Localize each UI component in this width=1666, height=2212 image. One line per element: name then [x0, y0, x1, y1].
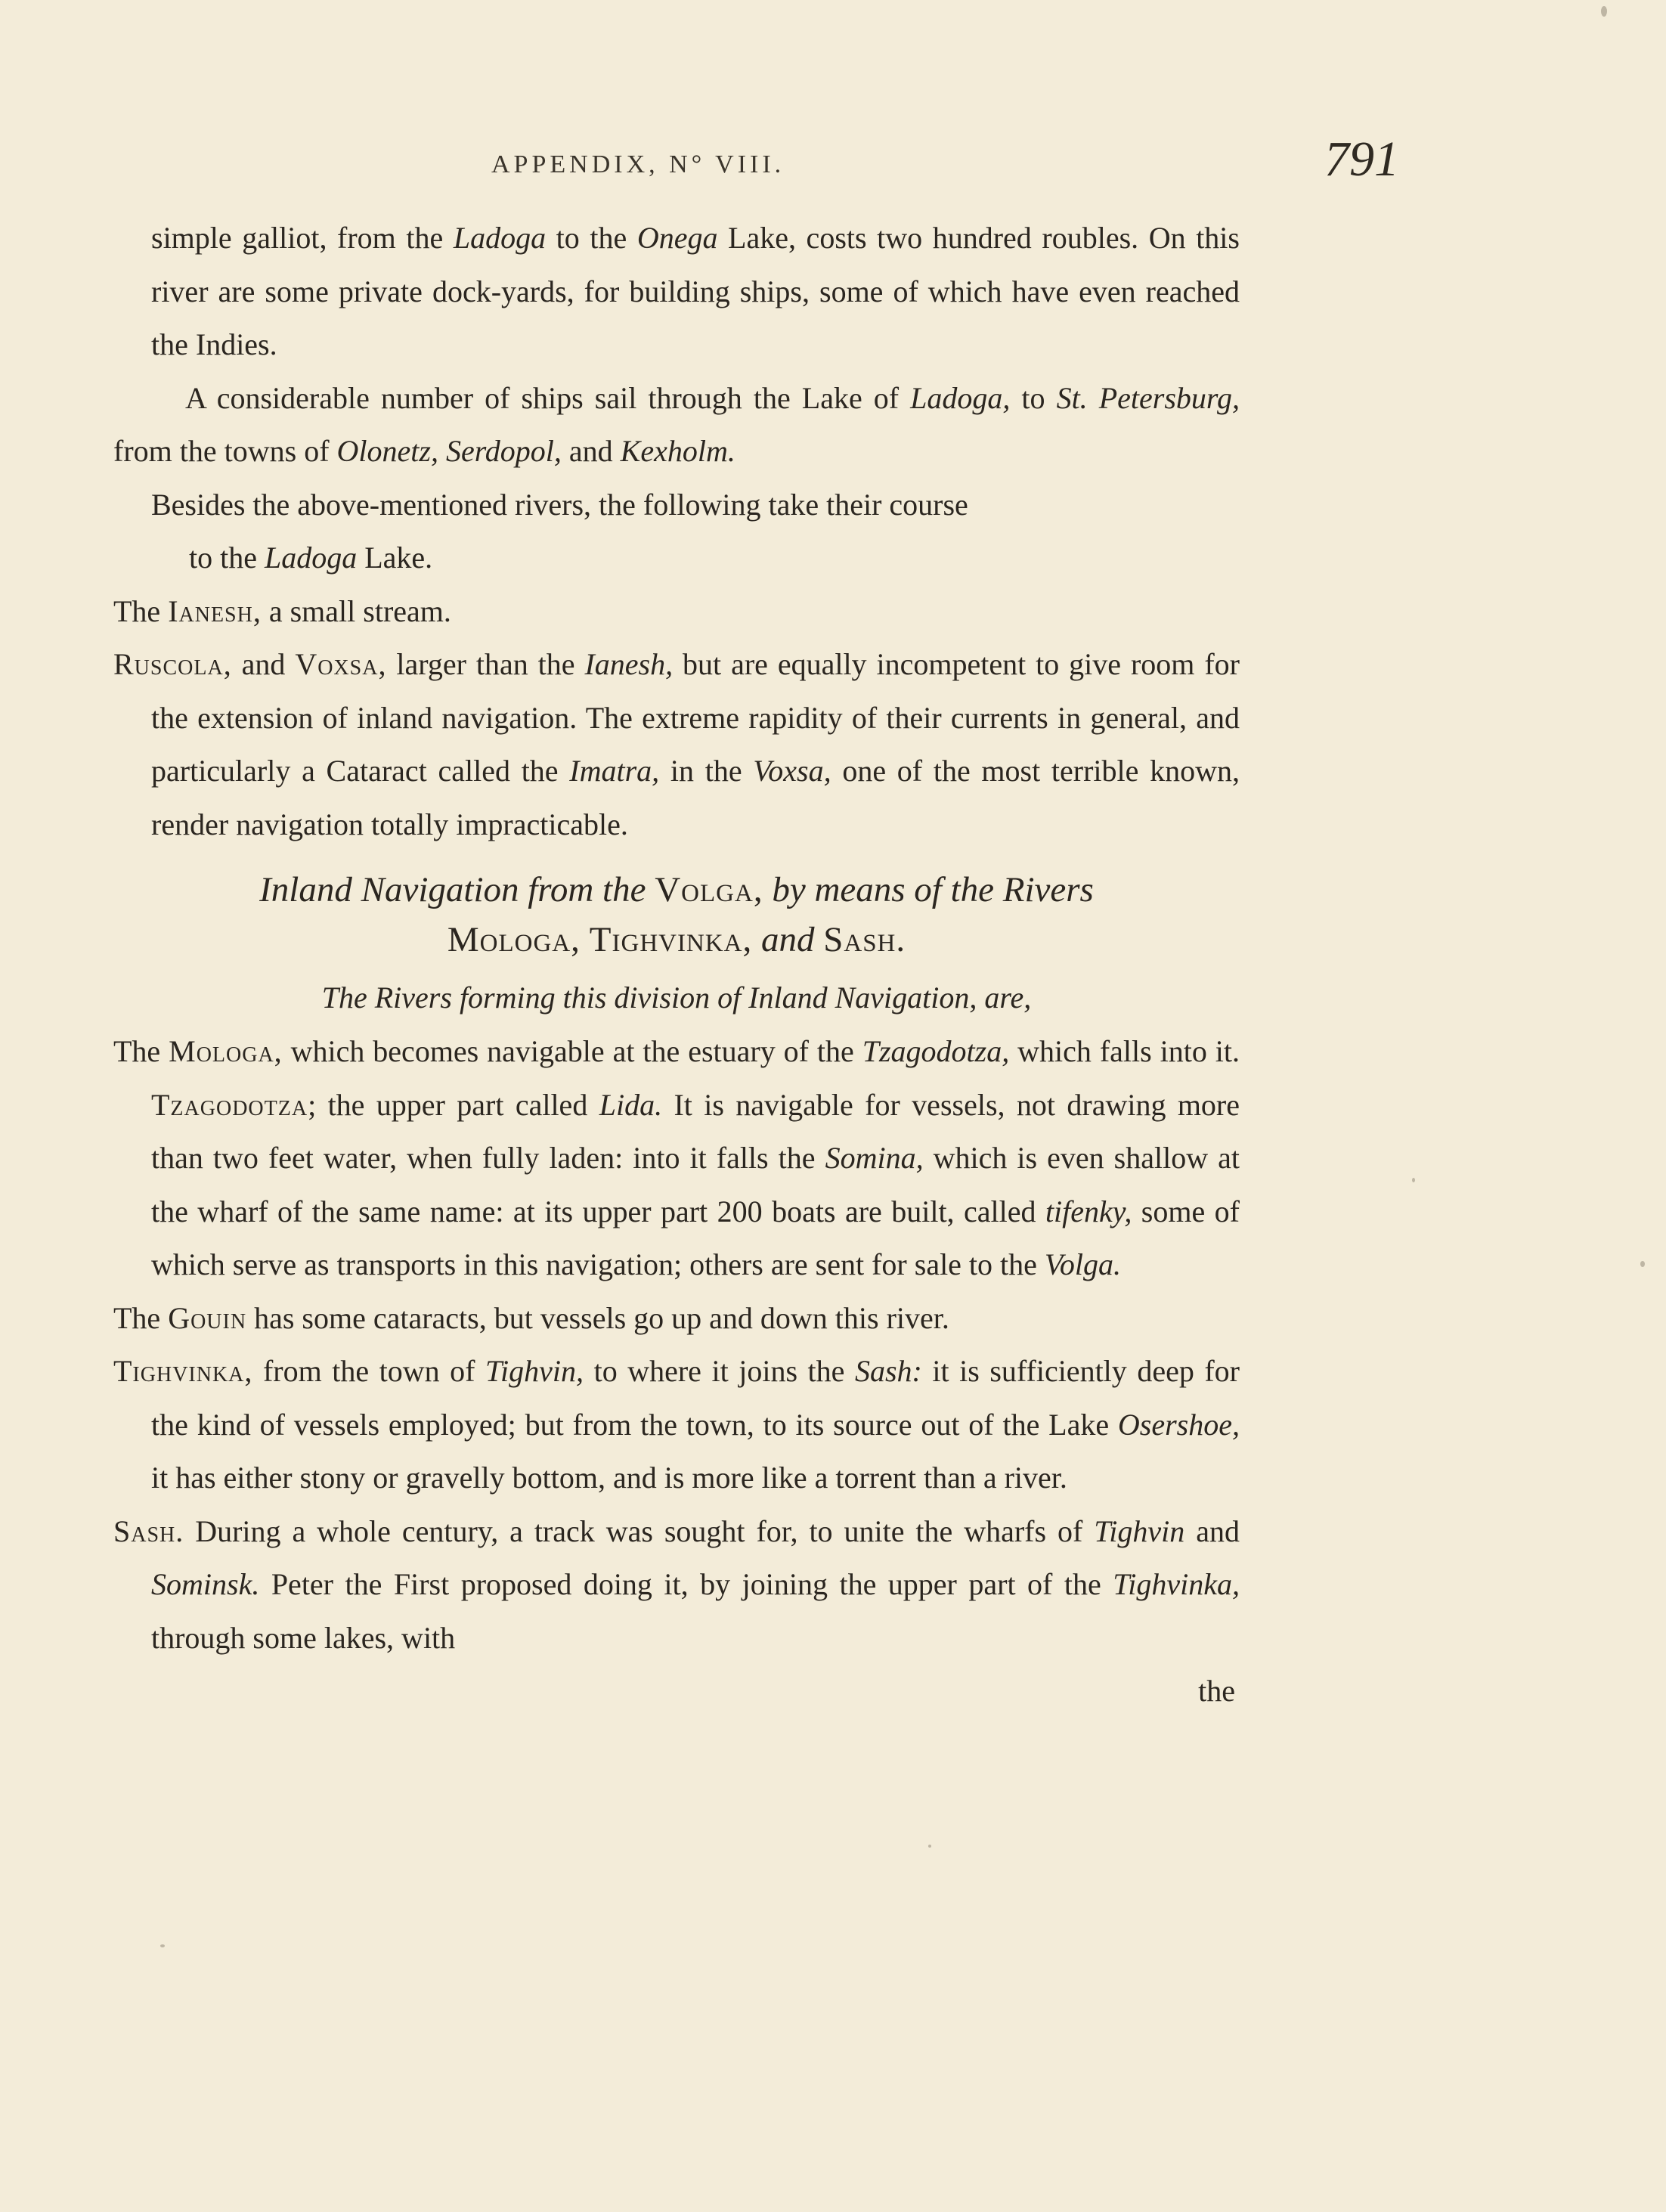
text-run: to the — [546, 221, 637, 255]
italic-voxsa: Voxsa, — [753, 754, 831, 788]
italic-osershoe: Osershoe, — [1117, 1407, 1240, 1442]
section-heading — [113, 865, 1240, 965]
italic-serdopol: Serdopol, — [445, 434, 562, 468]
text-run: it has either stony or gravelly bottom, and is more like a torrent than a river. — [151, 1461, 1067, 1495]
italic-somina: Somina, — [825, 1141, 924, 1175]
paragraph-besides-cont — [113, 531, 1240, 585]
text-run: one of the most terrible known, render navigation totally impracticable. — [151, 754, 1240, 841]
text-run: in the — [659, 754, 754, 788]
heading-mologa-tighvinka: Mologa, Tighvinka, — [447, 920, 753, 959]
italic-olonetz: Olonetz, — [336, 434, 438, 468]
text-run: It is navigable for vessels, not drawing more than two feet water, when fully laden: into it falls the — [151, 1087, 1240, 1175]
smallcaps-ianesh: Ianesh, — [168, 593, 262, 628]
heading-run: and — [752, 920, 824, 959]
text-run: and — [561, 434, 621, 468]
italic-onega: Onega — [636, 221, 718, 255]
entry-gouin — [113, 1292, 1240, 1346]
section-heading-line-2 — [113, 915, 1240, 965]
italic-tighvin: Tighvin, — [485, 1354, 584, 1388]
text-run: A considerable number of ships sail through the Lake of — [185, 380, 911, 415]
smallcaps-voxsa: Voxsa, — [295, 647, 387, 681]
entry-tighvinka — [113, 1345, 1240, 1505]
text-run: has some cataracts, but vessels go up and down this river. — [246, 1300, 949, 1335]
italic-sash: Sash: — [854, 1354, 922, 1388]
italic-volga: Volga. — [1044, 1247, 1122, 1281]
entry-ruscola-voxsa — [113, 638, 1240, 851]
text-run: which is even shallow at the wharf of the same name: at its upper part 200 boats are built, called — [151, 1141, 1240, 1228]
paper-speck — [1601, 6, 1607, 17]
italic-tzagodotza: Tzagodotza, — [862, 1034, 1010, 1068]
text-run: simple galliot, from the — [151, 221, 454, 255]
paragraph-galliot — [113, 212, 1240, 372]
text-run: Lake, costs two hundred roubles. On this river are some private dock-yards, for building ships, some of which have even reached the Indies. — [151, 221, 1240, 361]
text-run: a small stream. — [261, 593, 451, 628]
text-run: ; the upper part called — [308, 1087, 599, 1122]
smallcaps-mologa: Mologa, — [169, 1034, 283, 1068]
text-run: and — [231, 647, 296, 681]
italic-imatra: Imatra, — [569, 754, 660, 788]
text-run: The — [113, 593, 169, 628]
italic-st-petersburg: St. Petersburg, — [1056, 380, 1240, 415]
heading-run: Inland Navigation from the — [259, 870, 655, 909]
text-run: The — [113, 1300, 169, 1335]
text-run: but are equally incompetent to give room for the extension of inland navigation. The extreme rapidity of their currents in general, and particularly a Cataract called the — [151, 647, 1240, 788]
entry-ianesh — [113, 585, 1240, 639]
italic-ladoga: Ladoga — [264, 541, 358, 575]
text-run: from the town of — [252, 1354, 486, 1388]
page-header — [0, 132, 1666, 200]
paper-speck — [1640, 1261, 1645, 1267]
italic-ianesh: Ianesh, — [584, 647, 674, 681]
smallcaps-sash: Sash. — [113, 1513, 184, 1548]
italic-tighvinka: Tighvinka, — [1113, 1567, 1240, 1601]
page-body — [113, 212, 1240, 1718]
smallcaps-tighvinka: Tighvinka, — [113, 1354, 253, 1388]
text-run: Lake. — [357, 541, 433, 575]
text-run: to where it joins the — [584, 1354, 855, 1388]
catchword: the — [1198, 1674, 1235, 1708]
heading-run: by means of the Rivers — [763, 870, 1094, 909]
section-subheading: The Rivers forming this division of Inland Navigation, are, — [321, 981, 1032, 1015]
text-run: The — [113, 1034, 169, 1068]
italic-sominsk: Sominsk. — [151, 1567, 260, 1601]
text-run: through some lakes, with — [151, 1620, 456, 1655]
paper-speck — [1412, 1178, 1415, 1182]
text-run: which falls into it. — [1009, 1034, 1240, 1068]
italic-tighvin: Tighvin — [1094, 1513, 1185, 1548]
section-heading-line-1 — [113, 865, 1240, 915]
italic-tifenky: tifenky, — [1045, 1194, 1132, 1228]
text-run: it is sufficiently deep for the kind of vessels employed; but from the town, to its source out of the Lake — [151, 1354, 1240, 1442]
entry-sash — [113, 1505, 1240, 1665]
italic-ladoga: Ladoga, — [910, 380, 1011, 415]
heading-volga: Volga, — [655, 870, 763, 909]
paragraph-ships-ladoga — [113, 372, 1240, 479]
smallcaps-ruscola: Ruscola, — [113, 647, 232, 681]
text-run: to the — [189, 541, 265, 575]
italic-lida: Lida. — [599, 1087, 663, 1122]
text-run: from the towns of — [113, 434, 337, 468]
entry-mologa — [113, 1025, 1240, 1292]
text-run: which becomes navigable at the estuary of the — [282, 1034, 862, 1068]
text-run: Peter the First proposed doing it, by joining the upper part of the — [259, 1567, 1113, 1601]
smallcaps-gouin: Gouin — [168, 1300, 247, 1335]
text-run: some of which serve as transports in this navigation; others are sent for sale to the — [151, 1194, 1240, 1281]
text-run: Besides the above-mentioned rivers, the following take their course — [151, 487, 968, 522]
text-run: During a whole century, a track was sought for, to unite the wharfs of — [184, 1513, 1095, 1548]
smallcaps-tzagodotza: Tzagodotza — [151, 1087, 308, 1122]
italic-kexholm: Kexholm. — [620, 434, 735, 468]
paper-speck — [160, 1944, 165, 1947]
italic-ladoga: Ladoga — [453, 221, 547, 255]
running-head: APPENDIX, N° VIII. — [491, 150, 785, 178]
text-run: larger than the — [386, 647, 585, 681]
text-run — [438, 434, 446, 468]
text-run: and — [1184, 1513, 1240, 1548]
paragraph-besides — [113, 479, 1240, 532]
text-run: to — [1010, 380, 1057, 415]
page-number: 791 — [1324, 132, 1399, 187]
heading-sash: Sash. — [823, 920, 906, 959]
paper-speck — [928, 1845, 931, 1848]
